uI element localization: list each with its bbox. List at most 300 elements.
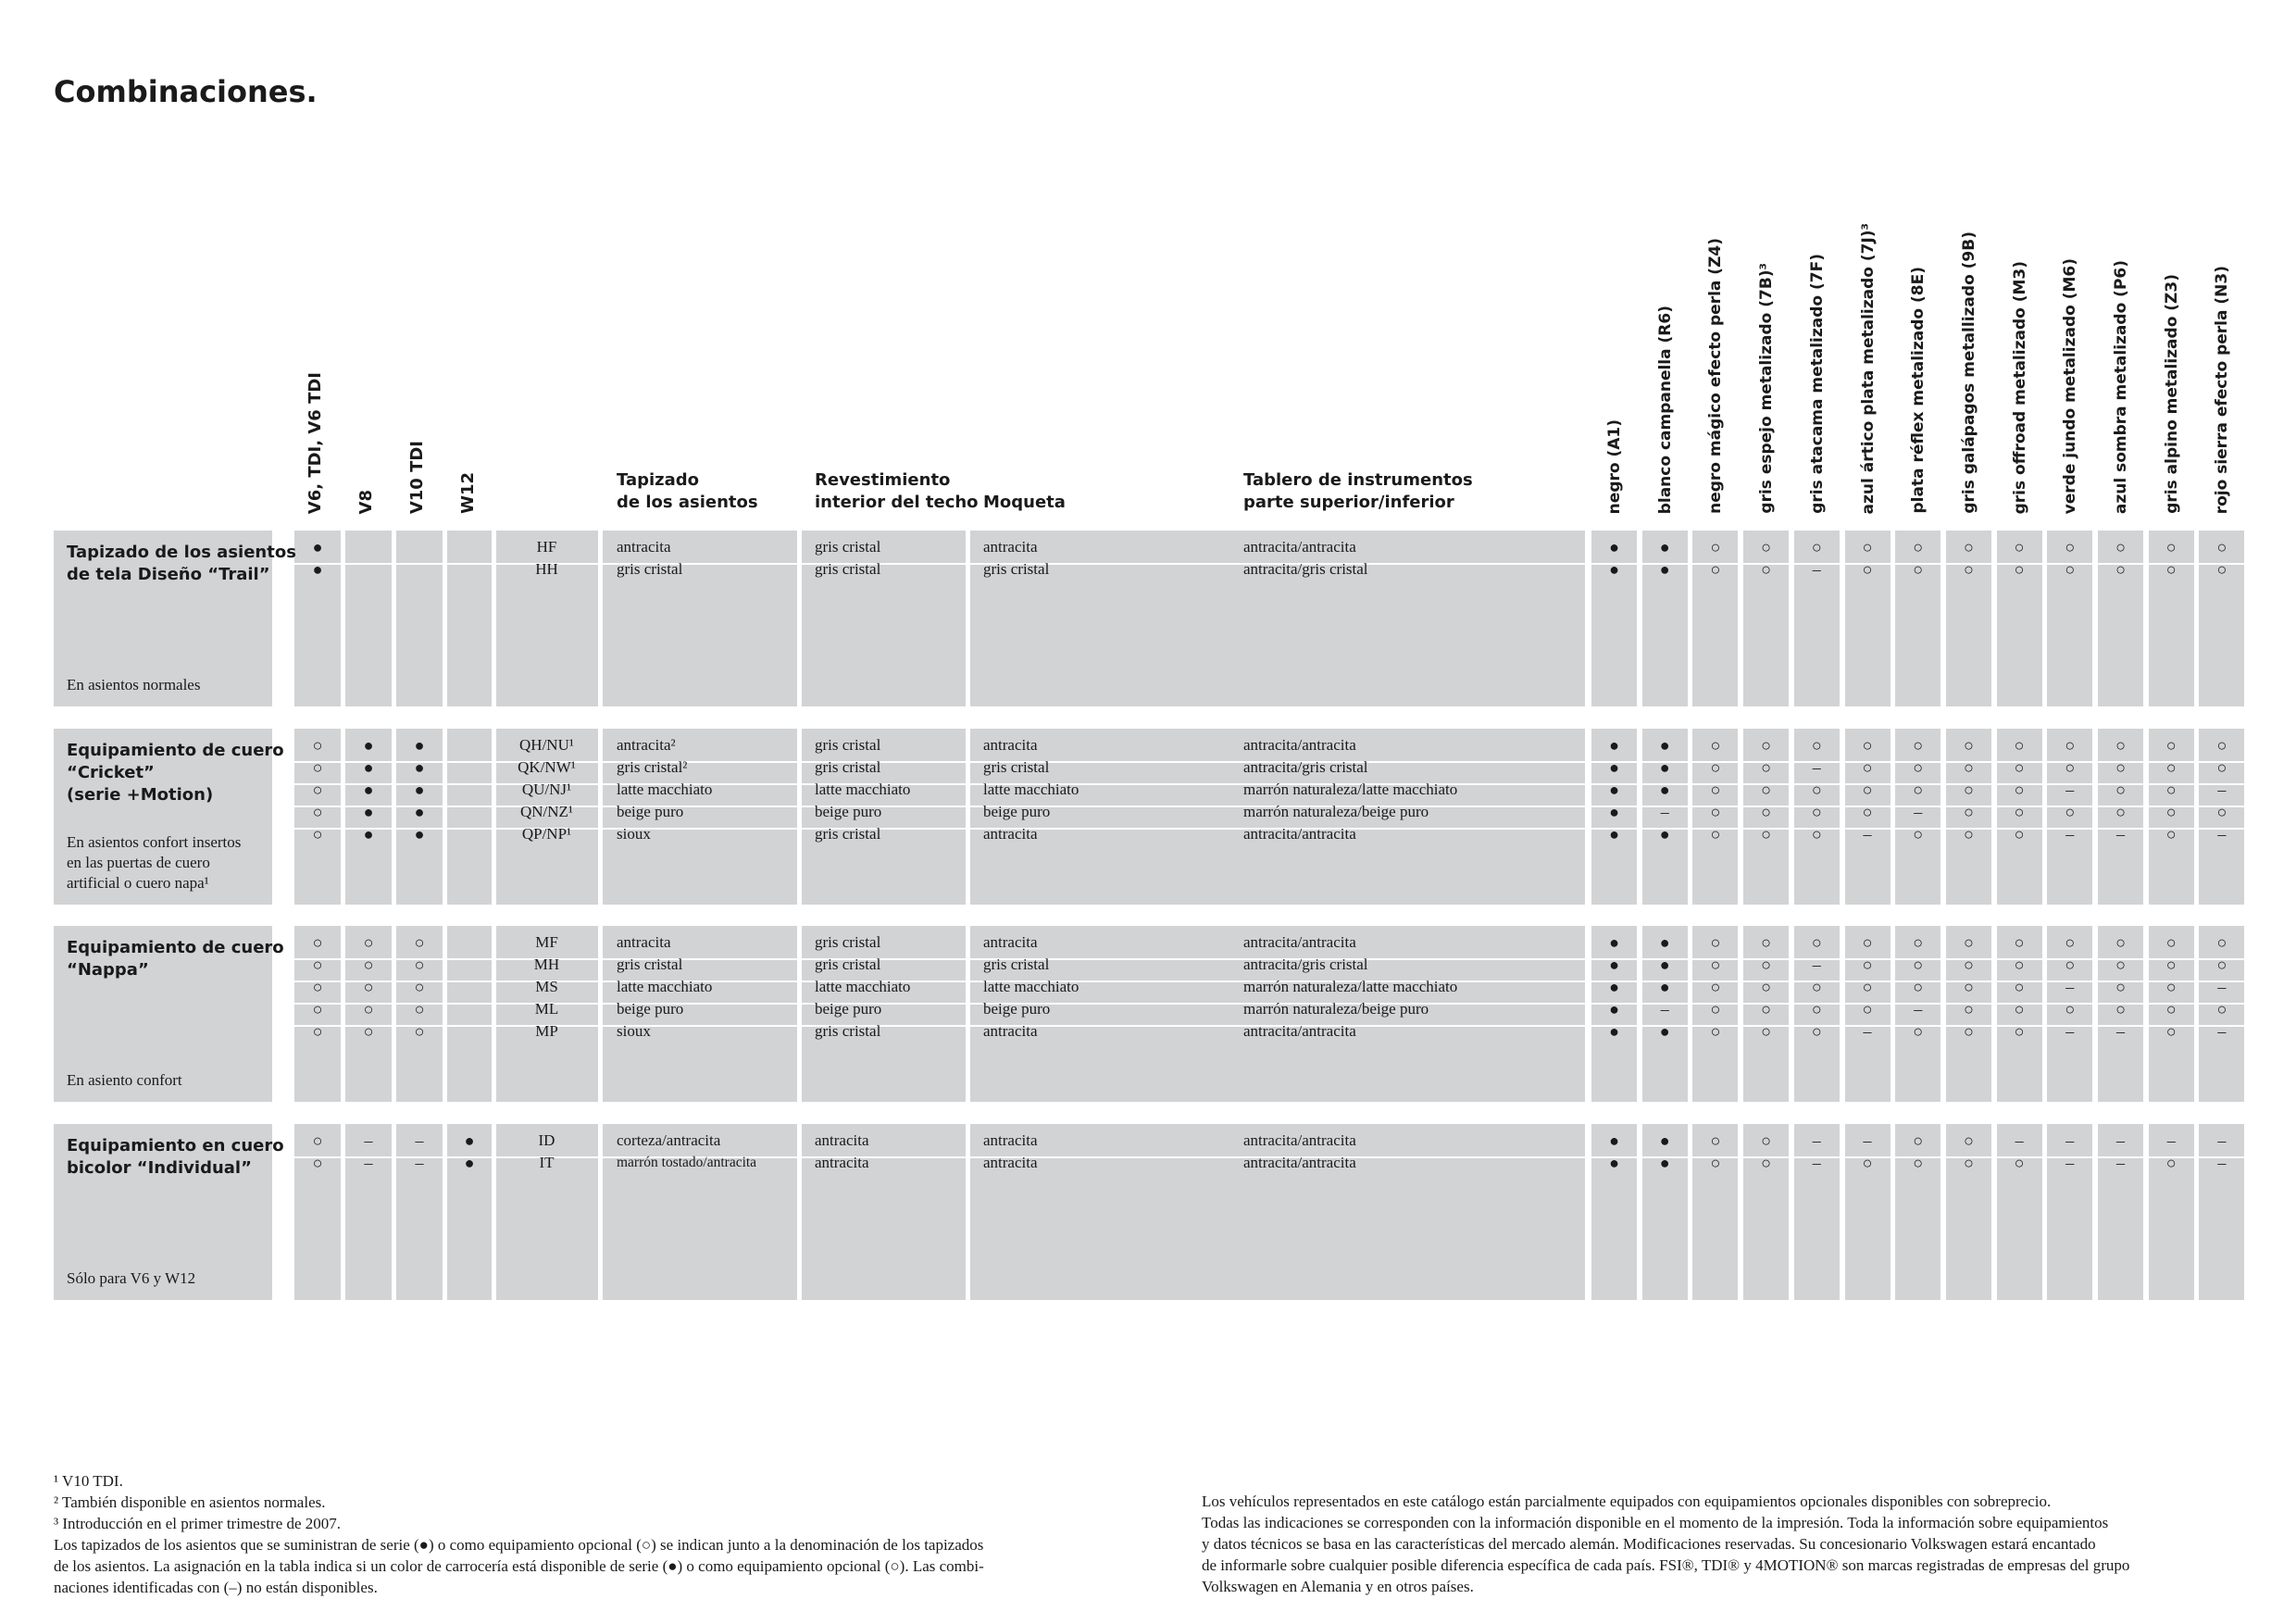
carpet-value: latte macchiato bbox=[983, 978, 1079, 995]
color-availability-mark: ○ bbox=[2014, 933, 2025, 952]
section-note-line: En asientos confort insertos bbox=[67, 833, 242, 851]
color-availability-mark: ○ bbox=[1963, 1000, 1974, 1018]
color-availability-mark: ○ bbox=[2165, 736, 2177, 755]
table-cell bbox=[447, 531, 492, 706]
upholstery-value: antracita bbox=[617, 538, 671, 556]
color-availability-mark: ○ bbox=[1710, 933, 1721, 952]
color-availability-mark: ○ bbox=[2014, 803, 2025, 821]
color-availability-mark: ○ bbox=[1963, 1154, 1974, 1172]
color-availability-mark: ○ bbox=[1761, 956, 1772, 974]
color-availability-mark: – bbox=[2217, 1022, 2227, 1041]
color-header: plata réflex metalizado (8E) bbox=[1909, 267, 1928, 514]
headliner-value: gris cristal bbox=[815, 956, 881, 973]
engine-mark: ● bbox=[312, 538, 323, 556]
headliner-header-line: Revestimiento bbox=[815, 470, 951, 490]
table-cell bbox=[2098, 531, 2143, 706]
dashboard-value: antracita/antracita bbox=[1243, 933, 1356, 951]
table-cell bbox=[802, 531, 966, 706]
color-availability-mark: – bbox=[2116, 825, 2125, 843]
table-cell bbox=[970, 531, 1585, 706]
color-availability-mark: ● bbox=[1659, 1154, 1670, 1172]
engine-mark: ● bbox=[363, 736, 374, 755]
color-availability-mark: ○ bbox=[2065, 736, 2076, 755]
engine-mark: ● bbox=[363, 781, 374, 799]
engine-mark: ○ bbox=[312, 978, 323, 996]
color-availability-mark: ○ bbox=[1963, 825, 1974, 843]
section-note bbox=[67, 1070, 182, 1091]
engine-mark: ○ bbox=[363, 1022, 374, 1041]
color-availability-mark: ○ bbox=[2014, 1000, 2025, 1018]
footnotes bbox=[54, 1470, 984, 1598]
footnote-line: de los asientos. La asignación en la tabla indica si un color de carrocería está disponible de serie (●) o como equipamiento opcional (○). Las combi- bbox=[54, 1557, 984, 1575]
engine-mark: ● bbox=[414, 758, 425, 777]
color-availability-mark: – bbox=[1914, 1000, 1923, 1018]
engine-mark: ● bbox=[363, 758, 374, 777]
upholstery-code: QH/NU¹ bbox=[519, 736, 574, 754]
section-name-line: de tela Diseño “Trail” bbox=[67, 565, 270, 584]
color-availability-mark: – bbox=[2116, 1131, 2125, 1150]
color-availability-mark: – bbox=[2217, 825, 2227, 843]
table-cell bbox=[1946, 1124, 1991, 1300]
color-availability-mark: ○ bbox=[2216, 758, 2227, 777]
headliner-value: gris cristal bbox=[815, 758, 881, 776]
table-cell bbox=[2199, 1124, 2244, 1300]
color-availability-mark: ○ bbox=[2165, 803, 2177, 821]
upholstery-value: gris cristal² bbox=[617, 758, 688, 776]
section-name bbox=[67, 1135, 284, 1180]
upholstery-code: QU/NJ¹ bbox=[521, 781, 572, 798]
table-cell bbox=[1997, 1124, 2042, 1300]
carpet-value: latte macchiato bbox=[983, 781, 1079, 798]
table-cell bbox=[294, 1124, 341, 1300]
section-note-line: En asiento confort bbox=[67, 1071, 182, 1089]
section-name bbox=[67, 937, 284, 981]
headliner-value: gris cristal bbox=[815, 736, 881, 754]
engine-mark: ● bbox=[414, 803, 425, 821]
color-availability-mark: ○ bbox=[1761, 560, 1772, 579]
engine-header: V10 TDI bbox=[407, 440, 427, 514]
section-name-line: “Nappa” bbox=[67, 960, 149, 980]
color-availability-mark: ● bbox=[1659, 956, 1670, 974]
color-availability-mark: ○ bbox=[1761, 758, 1772, 777]
color-availability-mark: ○ bbox=[2065, 560, 2076, 579]
color-availability-mark: ○ bbox=[1761, 736, 1772, 755]
color-header: rojo sierra efecto perla (N3) bbox=[2213, 265, 2232, 514]
section-name bbox=[67, 542, 296, 586]
engine-mark: ● bbox=[464, 1131, 475, 1150]
engine-mark: ○ bbox=[312, 781, 323, 799]
color-availability-mark: ○ bbox=[1761, 1000, 1772, 1018]
color-availability-mark: – bbox=[2065, 1022, 2075, 1041]
color-availability-mark: ○ bbox=[1913, 825, 1924, 843]
engine-mark: ● bbox=[363, 825, 374, 843]
color-availability-mark: ○ bbox=[1761, 978, 1772, 996]
color-availability-mark: ○ bbox=[2165, 978, 2177, 996]
color-availability-mark: ○ bbox=[1963, 781, 1974, 799]
color-availability-mark: ○ bbox=[2115, 978, 2126, 996]
engine-mark: ○ bbox=[414, 978, 425, 996]
color-availability-mark: ○ bbox=[1862, 560, 1873, 579]
color-availability-mark: – bbox=[2217, 1131, 2227, 1150]
upholstery-value: corteza/antracita bbox=[617, 1131, 721, 1149]
color-availability-mark: – bbox=[1812, 560, 1821, 579]
color-availability-mark: ○ bbox=[1761, 781, 1772, 799]
engine-mark: ○ bbox=[312, 956, 323, 974]
color-availability-mark: ○ bbox=[1811, 736, 1822, 755]
color-availability-mark: ○ bbox=[1761, 538, 1772, 556]
carpet-value: gris cristal bbox=[983, 956, 1050, 973]
color-availability-mark: ○ bbox=[1710, 781, 1721, 799]
color-availability-mark: ○ bbox=[2014, 1022, 2025, 1041]
color-availability-mark: ○ bbox=[2014, 736, 2025, 755]
color-availability-mark: ● bbox=[1659, 781, 1670, 799]
color-availability-mark: ○ bbox=[2165, 538, 2177, 556]
color-availability-mark: ● bbox=[1659, 560, 1670, 579]
color-availability-mark: ○ bbox=[2065, 1000, 2076, 1018]
color-availability-mark: ● bbox=[1609, 1000, 1619, 1018]
table-cell bbox=[345, 531, 392, 706]
color-availability-mark: – bbox=[1863, 1022, 1872, 1041]
table-cell bbox=[603, 531, 797, 706]
table-cell bbox=[294, 531, 341, 706]
color-availability-mark: – bbox=[2065, 1131, 2075, 1150]
section-name-line: Equipamiento de cuero bbox=[67, 938, 284, 957]
color-availability-mark: – bbox=[1660, 1000, 1669, 1018]
upholstery-value: latte macchiato bbox=[617, 781, 713, 798]
color-header: azul sombra metalizado (P6) bbox=[2112, 259, 2130, 514]
table-cell bbox=[447, 729, 492, 905]
color-availability-mark: – bbox=[1812, 1131, 1821, 1150]
upholstery-value: marrón tostado/antracita bbox=[617, 1155, 757, 1170]
carpet-value: antracita bbox=[983, 1022, 1038, 1040]
color-availability-mark: – bbox=[1812, 956, 1821, 974]
section-note-line: artificial o cuero napa¹ bbox=[67, 874, 209, 892]
color-availability-mark: ○ bbox=[1862, 978, 1873, 996]
upholstery-header bbox=[617, 469, 758, 514]
headliner-value: antracita bbox=[815, 1131, 869, 1149]
color-availability-mark: ● bbox=[1659, 933, 1670, 952]
color-availability-mark: ○ bbox=[1761, 1131, 1772, 1150]
color-availability-mark: ○ bbox=[1862, 956, 1873, 974]
dashboard-value: marrón naturaleza/latte macchiato bbox=[1243, 781, 1458, 798]
upholstery-code: HF bbox=[536, 538, 557, 556]
upholstery-code: MF bbox=[535, 933, 558, 951]
color-availability-mark: ○ bbox=[1913, 781, 1924, 799]
color-availability-mark: ○ bbox=[1963, 933, 1974, 952]
section-name-line: Equipamiento de cuero bbox=[67, 741, 284, 760]
color-availability-mark: ○ bbox=[1862, 538, 1873, 556]
section-note bbox=[67, 675, 200, 695]
color-availability-mark: ○ bbox=[1913, 978, 1924, 996]
color-availability-mark: ○ bbox=[2216, 933, 2227, 952]
color-availability-mark: ○ bbox=[2165, 956, 2177, 974]
color-availability-mark: ○ bbox=[1761, 933, 1772, 952]
footnote-line: ¹ V10 TDI. bbox=[54, 1472, 123, 1490]
upholstery-value: gris cristal bbox=[617, 560, 683, 578]
color-availability-mark: – bbox=[2217, 978, 2227, 996]
color-availability-mark: ○ bbox=[2014, 758, 2025, 777]
color-availability-mark: ○ bbox=[2216, 538, 2227, 556]
headliner-value: gris cristal bbox=[815, 538, 881, 556]
color-availability-mark: ○ bbox=[1761, 803, 1772, 821]
color-availability-mark: ○ bbox=[1963, 956, 1974, 974]
dashboard-value: antracita/gris cristal bbox=[1243, 956, 1368, 973]
color-availability-mark: ○ bbox=[1913, 933, 1924, 952]
section-note bbox=[67, 1268, 195, 1289]
color-availability-mark: ● bbox=[1659, 538, 1670, 556]
table-cell bbox=[1895, 1124, 1940, 1300]
color-header: gris atacama metalizado (7F) bbox=[1807, 254, 1827, 514]
color-availability-mark: ○ bbox=[1862, 803, 1873, 821]
table-cell bbox=[1642, 531, 1688, 706]
disclaimer-line: y datos técnicos se basa en las características del mercado alemán. Modificaciones reservadas. Su concesionario Volkswagen estará encantado bbox=[1202, 1535, 2096, 1553]
color-availability-mark: ○ bbox=[2115, 1000, 2126, 1018]
section-name-line: (serie +Motion) bbox=[67, 785, 214, 805]
upholstery-code: HH bbox=[535, 560, 558, 578]
color-availability-mark: – bbox=[2065, 781, 2075, 799]
engine-mark: ○ bbox=[363, 978, 374, 996]
table-cell bbox=[396, 1124, 443, 1300]
upholstery-value: gris cristal bbox=[617, 956, 683, 973]
color-availability-mark: ○ bbox=[1963, 736, 1974, 755]
color-availability-mark: – bbox=[1863, 1131, 1872, 1150]
table-cell bbox=[447, 926, 492, 1102]
color-availability-mark: ● bbox=[1609, 933, 1619, 952]
color-availability-mark: ● bbox=[1609, 758, 1619, 777]
dashboard-value: marrón naturaleza/beige puro bbox=[1243, 803, 1429, 820]
color-availability-mark: ○ bbox=[2216, 803, 2227, 821]
carpet-header bbox=[983, 492, 1066, 514]
color-availability-mark: ○ bbox=[2014, 956, 2025, 974]
engine-mark: ○ bbox=[312, 1131, 323, 1150]
color-availability-mark: ● bbox=[1609, 538, 1619, 556]
color-availability-mark: ○ bbox=[1811, 978, 1822, 996]
table-cell bbox=[1591, 531, 1637, 706]
color-availability-mark: ○ bbox=[2165, 758, 2177, 777]
color-availability-mark: ○ bbox=[1710, 1131, 1721, 1150]
headliner-value: gris cristal bbox=[815, 825, 881, 843]
color-availability-mark: ● bbox=[1659, 736, 1670, 755]
color-availability-mark: ○ bbox=[2165, 933, 2177, 952]
table-cell bbox=[1997, 531, 2042, 706]
color-availability-mark: ○ bbox=[1761, 825, 1772, 843]
color-availability-mark: ○ bbox=[1913, 538, 1924, 556]
engine-mark: ○ bbox=[363, 1000, 374, 1018]
disclaimer-line: Volkswagen en Alemania y en otros países. bbox=[1202, 1578, 1474, 1595]
engine-mark: ○ bbox=[312, 803, 323, 821]
dashboard-value: antracita/gris cristal bbox=[1243, 758, 1368, 776]
color-availability-mark: ○ bbox=[1710, 956, 1721, 974]
dashboard-value: antracita/antracita bbox=[1243, 538, 1356, 556]
color-header: verde jundo metalizado (M6) bbox=[2061, 257, 2080, 514]
carpet-value: gris cristal bbox=[983, 560, 1050, 578]
color-header: gris alpino metalizado (Z3) bbox=[2162, 274, 2181, 514]
engine-mark: ● bbox=[363, 803, 374, 821]
dashboard-header-line: Tablero de instrumentos bbox=[1243, 470, 1473, 490]
engine-mark: ○ bbox=[312, 736, 323, 755]
color-availability-mark: ○ bbox=[2165, 825, 2177, 843]
table-cell bbox=[496, 1124, 598, 1300]
upholstery-code: QN/NZ¹ bbox=[519, 803, 574, 820]
engine-mark: ● bbox=[464, 1154, 475, 1172]
upholstery-code: ML bbox=[534, 1000, 559, 1018]
dashboard-value: antracita/antracita bbox=[1243, 1154, 1356, 1171]
engine-mark: ● bbox=[312, 560, 323, 579]
color-availability-mark: ○ bbox=[2065, 803, 2076, 821]
color-availability-mark: – bbox=[2065, 825, 2075, 843]
headliner-value: gris cristal bbox=[815, 560, 881, 578]
dashboard-value: antracita/antracita bbox=[1243, 1131, 1356, 1149]
color-availability-mark: ● bbox=[1609, 978, 1619, 996]
section-note-line: en las puertas de cuero bbox=[67, 854, 210, 871]
dashboard-header-line: parte superior/inferior bbox=[1243, 493, 1454, 512]
color-availability-mark: ○ bbox=[1913, 758, 1924, 777]
color-availability-mark: ○ bbox=[1710, 1000, 1721, 1018]
color-availability-mark: ○ bbox=[1710, 736, 1721, 755]
color-availability-mark: ○ bbox=[1913, 956, 1924, 974]
color-availability-mark: ○ bbox=[1862, 1154, 1873, 1172]
carpet-value: antracita bbox=[983, 1154, 1038, 1171]
color-availability-mark: ○ bbox=[2216, 560, 2227, 579]
upholstery-value: sioux bbox=[617, 825, 651, 843]
color-availability-mark: ○ bbox=[1913, 1131, 1924, 1150]
color-availability-mark: ○ bbox=[1862, 736, 1873, 755]
color-availability-mark: ● bbox=[1609, 803, 1619, 821]
dashboard-value: antracita/gris cristal bbox=[1243, 560, 1368, 578]
color-availability-mark: ● bbox=[1659, 1022, 1670, 1041]
upholstery-code: MP bbox=[535, 1022, 558, 1040]
color-availability-mark: – bbox=[2015, 1131, 2024, 1150]
color-availability-mark: – bbox=[2166, 1131, 2176, 1150]
color-header: gris offroad metalizado (M3) bbox=[2010, 260, 2029, 514]
color-availability-mark: ● bbox=[1659, 825, 1670, 843]
engine-mark: ○ bbox=[312, 1000, 323, 1018]
upholstery-value: antracita bbox=[617, 933, 671, 951]
color-availability-mark: ○ bbox=[1710, 978, 1721, 996]
headliner-value: gris cristal bbox=[815, 1022, 881, 1040]
color-availability-mark: ○ bbox=[2115, 803, 2126, 821]
color-availability-mark: ○ bbox=[2115, 538, 2126, 556]
color-availability-mark: ○ bbox=[2115, 956, 2126, 974]
disclaimer bbox=[1202, 1491, 2129, 1597]
color-availability-mark: – bbox=[2065, 1154, 2075, 1172]
engine-mark: ○ bbox=[312, 758, 323, 777]
disclaimer-line: Todas las indicaciones se corresponden con la información disponible en el momento de la impresión. Toda la información sobre equipamientos bbox=[1202, 1514, 2109, 1531]
color-availability-mark: ● bbox=[1659, 1131, 1670, 1150]
color-header: negro mágico efecto perla (Z4) bbox=[1706, 238, 1726, 514]
color-availability-mark: ○ bbox=[1862, 758, 1873, 777]
upholstery-code: MS bbox=[535, 978, 558, 995]
color-availability-mark: ○ bbox=[2115, 781, 2126, 799]
section-note-line: Sólo para V6 y W12 bbox=[67, 1269, 196, 1287]
upholstery-code: MH bbox=[533, 956, 560, 973]
color-availability-mark: ○ bbox=[1710, 1154, 1721, 1172]
color-availability-mark: ○ bbox=[2014, 560, 2025, 579]
color-availability-mark: ○ bbox=[2115, 560, 2126, 579]
color-availability-mark: ○ bbox=[1963, 1131, 1974, 1150]
dashboard-value: antracita/antracita bbox=[1243, 825, 1356, 843]
color-availability-mark: ○ bbox=[2065, 933, 2076, 952]
color-availability-mark: ○ bbox=[1913, 1154, 1924, 1172]
section-note bbox=[67, 832, 241, 893]
table-cell bbox=[1743, 1124, 1789, 1300]
upholstery-header-line: de los asientos bbox=[617, 493, 758, 512]
table-cell bbox=[1794, 1124, 1840, 1300]
engine-mark: ○ bbox=[414, 933, 425, 952]
color-availability-mark: ○ bbox=[2216, 736, 2227, 755]
color-availability-mark: ● bbox=[1609, 825, 1619, 843]
dashboard-value: marrón naturaleza/latte macchiato bbox=[1243, 978, 1458, 995]
section-name bbox=[67, 740, 284, 806]
color-availability-mark: ○ bbox=[1710, 560, 1721, 579]
section-name-line: Equipamiento en cuero bbox=[67, 1136, 284, 1156]
color-availability-mark: ○ bbox=[1710, 1022, 1721, 1041]
engine-header: V8 bbox=[356, 489, 376, 514]
table-cell bbox=[2098, 1124, 2143, 1300]
color-availability-mark: ● bbox=[1659, 758, 1670, 777]
color-availability-mark: ○ bbox=[1710, 538, 1721, 556]
color-availability-mark: ○ bbox=[2014, 538, 2025, 556]
engine-header: V6, TDI, V6 TDI bbox=[306, 371, 325, 514]
color-availability-mark: ● bbox=[1609, 560, 1619, 579]
carpet-value: beige puro bbox=[983, 803, 1051, 820]
carpet-value: antracita bbox=[983, 933, 1038, 951]
color-availability-mark: ○ bbox=[1862, 781, 1873, 799]
carpet-value: antracita bbox=[983, 538, 1038, 556]
table-cell bbox=[447, 1124, 492, 1300]
color-availability-mark: ○ bbox=[2216, 956, 2227, 974]
color-availability-mark: ○ bbox=[1811, 781, 1822, 799]
color-availability-mark: ○ bbox=[2165, 1022, 2177, 1041]
color-availability-mark: ○ bbox=[1811, 933, 1822, 952]
color-availability-mark: – bbox=[1863, 825, 1872, 843]
engine-mark: – bbox=[364, 1131, 373, 1150]
footnote-line: ² También disponible en asientos normales. bbox=[54, 1493, 326, 1511]
table-cell bbox=[2047, 531, 2092, 706]
color-availability-mark: ○ bbox=[2014, 978, 2025, 996]
engine-header: W12 bbox=[458, 472, 478, 514]
color-header: gris galápagos metallizado (9B) bbox=[1959, 231, 1978, 514]
page-title: Combinaciones. bbox=[54, 74, 318, 109]
table-cell bbox=[2199, 531, 2244, 706]
disclaimer-line: Los vehículos representados en este catálogo están parcialmente equipados con equipamientos opcionales disponibles con sobreprecio. bbox=[1202, 1493, 2052, 1510]
table-cell bbox=[1845, 1124, 1890, 1300]
section-note-line: En asientos normales bbox=[67, 676, 201, 693]
color-availability-mark: – bbox=[2116, 1154, 2125, 1172]
upholstery-code: QP/NP¹ bbox=[521, 825, 572, 843]
color-availability-mark: ○ bbox=[1963, 560, 1974, 579]
engine-mark: ○ bbox=[414, 956, 425, 974]
color-availability-mark: ● bbox=[1609, 781, 1619, 799]
color-availability-mark: ○ bbox=[2115, 933, 2126, 952]
color-availability-mark: – bbox=[2065, 978, 2075, 996]
color-availability-mark: ○ bbox=[1963, 758, 1974, 777]
dashboard-value: antracita/antracita bbox=[1243, 736, 1356, 754]
color-availability-mark: ○ bbox=[1862, 933, 1873, 952]
color-availability-mark: ○ bbox=[1963, 978, 1974, 996]
table-cell bbox=[345, 1124, 392, 1300]
engine-mark: – bbox=[364, 1154, 373, 1172]
headliner-value: latte macchiato bbox=[815, 978, 911, 995]
color-availability-mark: ● bbox=[1659, 978, 1670, 996]
footnote-line: naciones identificadas con (–) no están disponibles. bbox=[54, 1579, 378, 1596]
headliner-header bbox=[815, 469, 979, 514]
upholstery-value: beige puro bbox=[617, 1000, 684, 1018]
color-header: negro (A1) bbox=[1605, 418, 1624, 514]
color-availability-mark: ○ bbox=[2065, 758, 2076, 777]
color-availability-mark: ○ bbox=[1811, 1000, 1822, 1018]
table-cell bbox=[1845, 531, 1890, 706]
